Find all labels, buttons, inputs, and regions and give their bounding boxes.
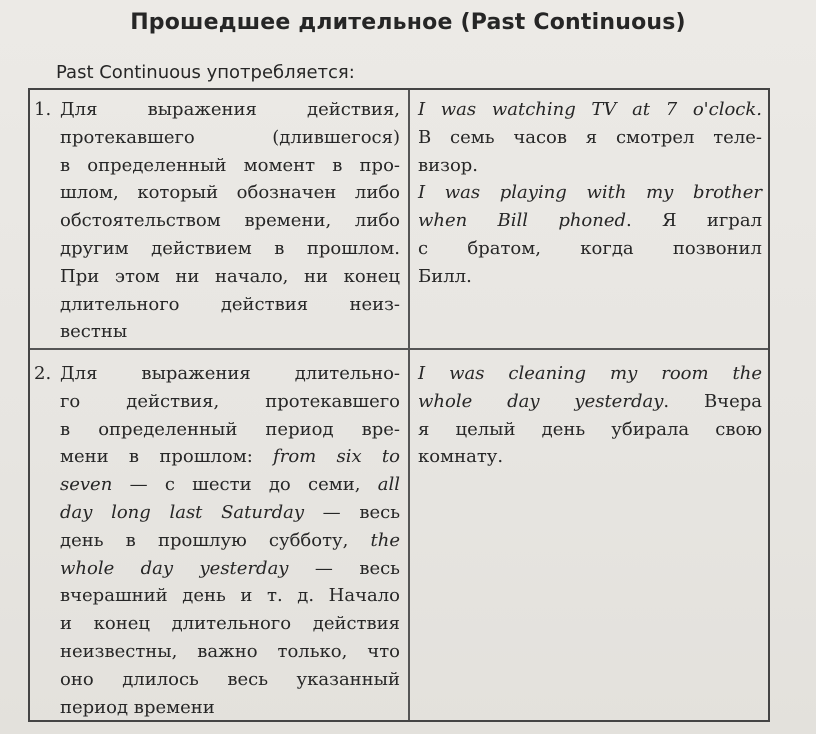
- row-1-example-mixed-line: [418, 207, 762, 235]
- row-1-example-english: I was watching TV at 7 o'clock.: [418, 99, 762, 120]
- row-1-description: [60, 96, 400, 346]
- row-1-desc-line: шлом, который обозначен либо: [60, 182, 400, 204]
- intro-text: Past Continuous употребляется:: [56, 62, 355, 83]
- row-1-desc-line: длительного действия неиз-: [60, 293, 400, 315]
- column-divider: [408, 90, 410, 720]
- row-1-example-translation: Билл.: [418, 265, 472, 287]
- row-1-example-translation: В семь часов я смотрел теле-: [418, 126, 762, 148]
- desc-text: — с шести до семи,: [112, 474, 378, 496]
- row-2-example-translation: комнату.: [418, 446, 504, 468]
- row-2-desc-line: Для выражения длительно-: [60, 363, 400, 384]
- row-2-example-translation: я целый день убирала свою: [418, 418, 762, 440]
- row-2-desc-line: оно длилось весь указанный: [60, 668, 400, 690]
- row-2-description: [60, 360, 400, 721]
- row-2-desc-line: го действия, протекавшего: [60, 390, 400, 412]
- row-2-example-english: I was cleaning my room the: [418, 363, 762, 384]
- row-2-desc-line: [60, 471, 400, 499]
- row-2-desc-line: [60, 527, 400, 555]
- usage-table: [28, 88, 770, 722]
- desc-example-english: day long last Saturday: [60, 501, 304, 523]
- row-1-desc-line: вестны: [60, 321, 128, 343]
- row-1-example-english: I was playing with my brother: [418, 182, 762, 204]
- row-2-example-translation: . Вчера: [663, 390, 762, 412]
- row-2-example-mixed-line: [418, 388, 762, 416]
- row-1-desc-line: обстоятельством времени, либо: [60, 210, 400, 232]
- row-1-desc-line: При этом ни начало, ни конец: [60, 265, 400, 287]
- row-2-desc-line: и конец длительного действия: [60, 613, 400, 635]
- row-1-desc-line: другим действием в прошлом.: [60, 237, 400, 259]
- row-2-desc-line: [60, 499, 400, 527]
- row-2-number: 2.: [34, 363, 52, 384]
- row-2-example: [418, 360, 762, 471]
- row-1-example-english: when Bill phoned: [418, 210, 627, 232]
- desc-text: мени в прошлом:: [60, 446, 274, 468]
- row-2-desc-line: вчерашний день и т. д. Начало: [60, 585, 400, 607]
- desc-example-english: from six to: [273, 446, 400, 468]
- row-2-desc-line: [60, 555, 400, 583]
- row-1-desc-line: протекавшего (длившегося): [60, 126, 400, 148]
- desc-example-english: the: [370, 529, 400, 551]
- row-2-desc-line: период времени: [60, 696, 215, 718]
- row-2-desc-line: [60, 443, 400, 471]
- row-1-example-translation: . Я играл: [626, 210, 762, 232]
- row-1-example-translation: с братом, когда позвонил: [418, 237, 762, 259]
- row-1-desc-line: в определенный момент в про-: [60, 154, 400, 176]
- row-2-example-english: whole day yesterday: [418, 390, 664, 412]
- page-title: Прошедшее длительное (Past Continuous): [130, 10, 686, 35]
- desc-example-english: whole day yesterday: [60, 557, 289, 579]
- row-1-example-translation: визор.: [418, 154, 479, 176]
- row-2-desc-line: неизвестны, важно только, что: [60, 640, 400, 662]
- desc-text: — весь: [304, 501, 400, 523]
- desc-example-english: all: [377, 474, 400, 496]
- row-1-example: [418, 96, 762, 291]
- row-divider: [30, 348, 768, 350]
- row-1-desc-line: Для выражения действия,: [60, 99, 400, 120]
- row-2-desc-line: в определенный период вре-: [60, 418, 400, 440]
- desc-text: — весь: [288, 557, 400, 579]
- desc-example-english: seven: [60, 474, 113, 496]
- row-1-number: 1.: [34, 99, 52, 120]
- desc-text: день в прошлую субботу,: [60, 529, 371, 551]
